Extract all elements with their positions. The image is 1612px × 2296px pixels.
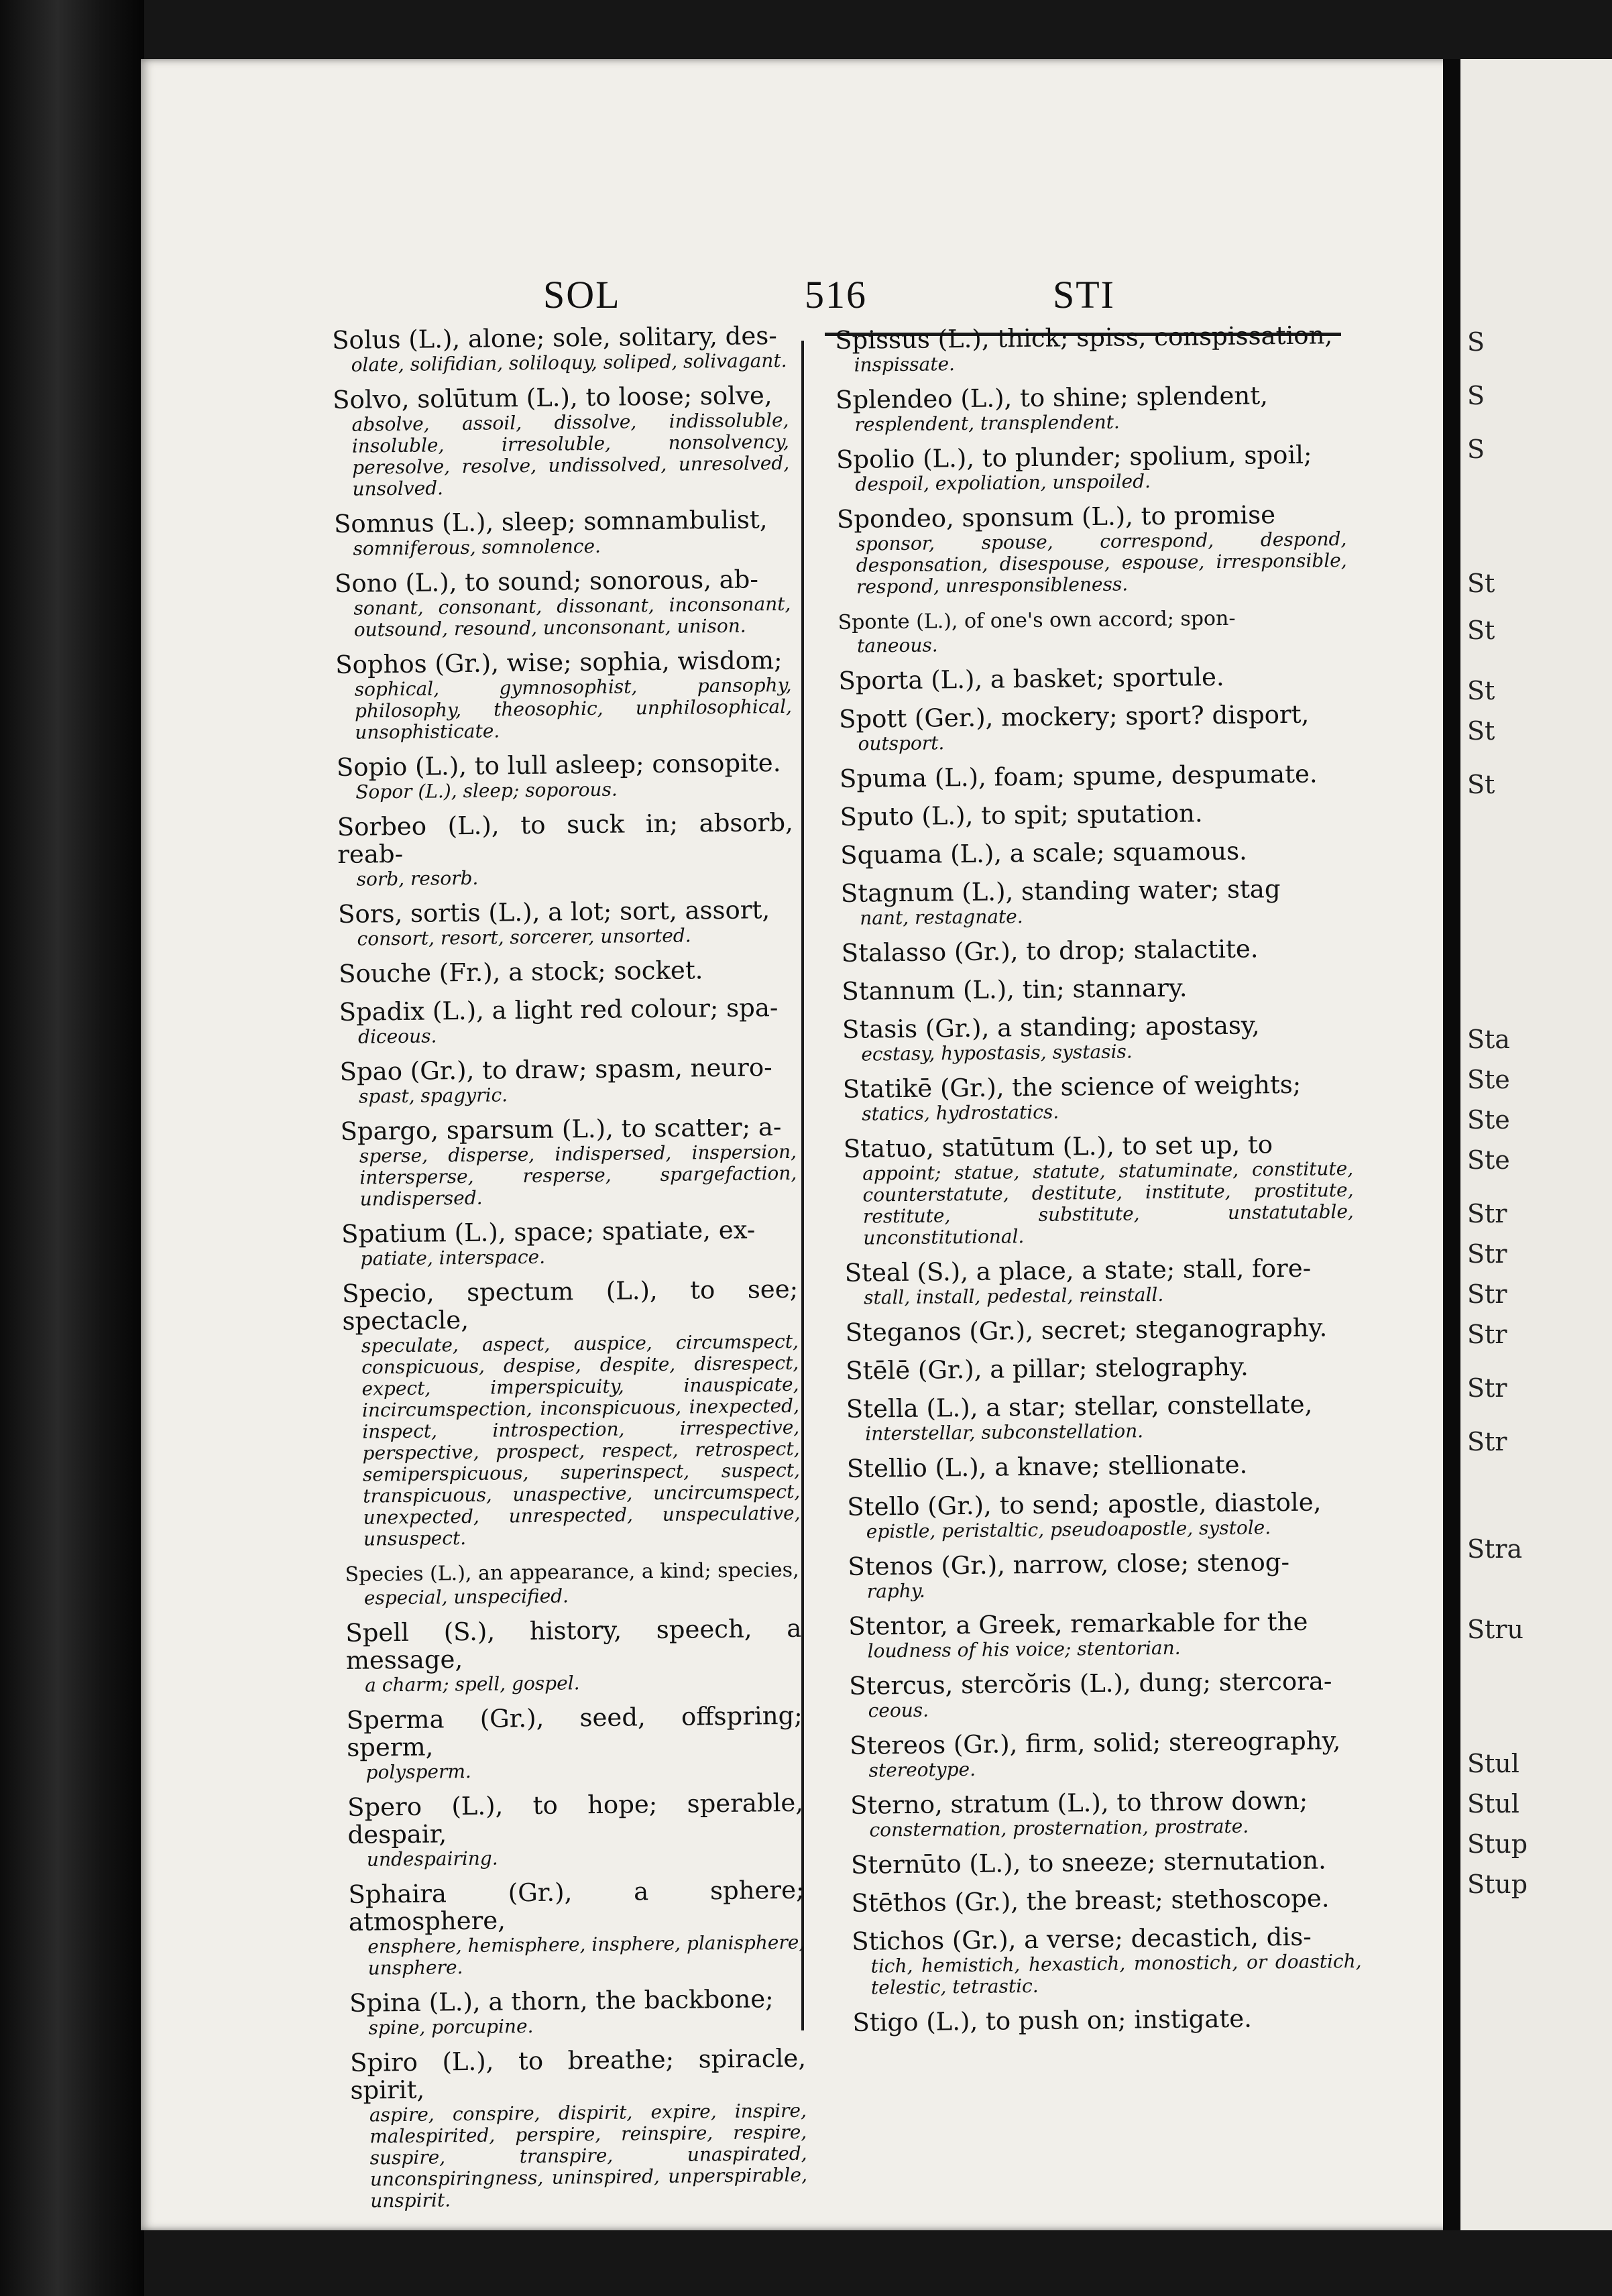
dictionary-entry bbox=[350, 2045, 807, 2212]
dictionary-entry bbox=[335, 566, 791, 641]
entry-headword: Steganos (Gr.), secret; steganography. bbox=[845, 1313, 1328, 1347]
entry-derivatives: raphy. bbox=[866, 1579, 925, 1603]
entry-derivatives: Sopor (L.), sleep; soporous. bbox=[355, 778, 618, 803]
entry-headword: Stigo (L.), to push on; instigate. bbox=[852, 2004, 1253, 2037]
next-page-headword-fragment: Str bbox=[1467, 1199, 1507, 1228]
entry-headword: Sopio (L.), to lull asleep; consopite. bbox=[336, 748, 781, 782]
entry-derivatives: despoil, expoliation, unspoiled. bbox=[855, 470, 1151, 496]
entry-headword: Squama (L.), a scale; squamous. bbox=[840, 836, 1248, 870]
next-page-headword-fragment: Stul bbox=[1467, 1749, 1519, 1778]
entry-derivatives: a charm; spell, gospel. bbox=[365, 1672, 580, 1697]
entry-derivatives: aspire, conspire, dispirit, expire, inspire, malespirited, perspire, reinspire, respire, suspire, transpire, unaspirated, unconspiringness, uninspired, unperspirable, unspirit. bbox=[369, 2099, 808, 2212]
entry-derivatives: interstellar, subconstellation. bbox=[865, 1420, 1144, 1445]
next-page-headword-fragment: S bbox=[1467, 435, 1485, 464]
entry-derivatives: tich, hemistich, hexastich, monostich, or doastich, telestic, tetrastic. bbox=[870, 1949, 1362, 1999]
next-page-headword-fragment: St bbox=[1467, 676, 1495, 705]
dictionary-entry bbox=[339, 994, 795, 1048]
dictionary-entry bbox=[837, 501, 1347, 598]
entry-headword: Spero (L.), to hope; sperable, despair, bbox=[347, 1788, 804, 1849]
dictionary-entry bbox=[339, 1054, 796, 1108]
dictionary-entry bbox=[836, 382, 1346, 436]
header-left-guide: SOL bbox=[543, 273, 621, 317]
next-page-headword-fragment: Str bbox=[1467, 1320, 1507, 1349]
entry-derivatives: sponsor, spouse, correspond, despond, desponsation, disespouse, espouse, irresponsible, respond, unresponsibleness. bbox=[856, 528, 1347, 598]
next-page-headword-fragment: St bbox=[1467, 770, 1495, 799]
dictionary-entry bbox=[849, 1668, 1359, 1722]
entry-derivatives: ceous. bbox=[868, 1699, 929, 1722]
entry-headword: Stannum (L.), tin; stannary. bbox=[842, 973, 1188, 1006]
next-page-headword-fragment: Str bbox=[1467, 1239, 1507, 1269]
dictionary-entry bbox=[851, 1885, 1361, 1918]
entry-derivatives: appoint; statue, statute, statuminate, constitute, counterstatute, destitute, institute, prostitute, restitute, substitute, unstatutable, unconstitutional. bbox=[862, 1157, 1355, 1249]
dictionary-entry bbox=[342, 1276, 801, 1550]
dictionary-entry bbox=[848, 1548, 1358, 1603]
entry-headword: Statikē (Gr.), the science of weights; bbox=[842, 1070, 1302, 1104]
entry-derivatives: nant, restagnate. bbox=[860, 905, 1023, 929]
dictionary-entry bbox=[840, 837, 1350, 870]
dictionary-entry bbox=[845, 1255, 1355, 1309]
entry-headword: Solvo, solūtum (L.), to loose; solve, bbox=[332, 381, 772, 414]
dictionary-entry bbox=[852, 2004, 1362, 2037]
entry-headword: Spissus (L.), thick; spiss, conspissation, bbox=[834, 321, 1333, 355]
entry-headword: Sterno, stratum (L.), to throw down; bbox=[850, 1786, 1308, 1820]
entry-derivatives: ensphere, hemisphere, insphere, planisphere, unsphere. bbox=[367, 1931, 805, 1979]
entry-headword: Sporta (L.), a basket; sportule. bbox=[838, 662, 1224, 695]
dictionary-entry bbox=[338, 897, 795, 950]
dictionary-entry bbox=[840, 760, 1349, 793]
entry-headword: Spatium (L.), space; spatiate, ex- bbox=[341, 1215, 756, 1249]
dictionary-entry bbox=[337, 809, 794, 891]
entry-derivatives: consort, resort, sorcerer, unsorted. bbox=[357, 924, 691, 950]
next-page-headword-fragment: Sta bbox=[1467, 1025, 1510, 1054]
entry-derivatives: sonant, consonant, dissonant, inconsonant, outsound, resound, unconsonant, unison. bbox=[353, 592, 791, 641]
entry-headword: Sono (L.), to sound; sonorous, ab- bbox=[334, 565, 759, 598]
dictionary-entry bbox=[852, 1923, 1362, 1999]
dictionary-entry bbox=[847, 1489, 1357, 1543]
entry-derivatives: taneous. bbox=[856, 634, 938, 657]
dictionary-entry bbox=[348, 1877, 805, 1979]
dictionary-entry bbox=[836, 441, 1346, 496]
entry-headword: Stēlē (Gr.), a pillar; stelography. bbox=[846, 1352, 1249, 1385]
entry-headword: Sternūto (L.), to sneeze; sternutation. bbox=[850, 1845, 1327, 1880]
entry-headword: Stichos (Gr.), a verse; decastich, dis- bbox=[851, 1922, 1312, 1956]
next-page-headword-fragment: Ste bbox=[1467, 1145, 1510, 1175]
entry-derivatives: statics, hydrostatics. bbox=[862, 1100, 1059, 1125]
next-page-headword-fragment: Str bbox=[1467, 1373, 1507, 1403]
next-page-headword-fragment: Stra bbox=[1467, 1534, 1523, 1564]
entry-derivatives: spast, spagyric. bbox=[358, 1084, 508, 1108]
dictionary-entry bbox=[847, 1450, 1357, 1483]
dictionary-entry bbox=[846, 1353, 1355, 1385]
entry-headword: Spolio (L.), to plunder; spolium, spoil; bbox=[836, 440, 1312, 474]
dictionary-entry bbox=[840, 799, 1349, 831]
left-gutter bbox=[0, 0, 144, 2296]
dictionary-entry bbox=[851, 1847, 1361, 1880]
entry-headword: Sorbeo (L.), to suck in; absorb, reab- bbox=[337, 807, 793, 869]
next-page-headword-fragment: S bbox=[1467, 381, 1485, 410]
entry-headword: Stentor, a Greek, remarkable for the bbox=[848, 1607, 1308, 1641]
entry-headword: Statuo, statūtum (L.), to set up, to bbox=[843, 1130, 1273, 1163]
running-header bbox=[141, 272, 1455, 326]
dictionary-entry bbox=[848, 1608, 1359, 1662]
next-page-headword-fragment: Stup bbox=[1467, 1870, 1528, 1899]
entry-headword: Stellio (L.), a knave; stellionate. bbox=[846, 1450, 1248, 1483]
entry-derivatives: patiate, interspace. bbox=[360, 1245, 546, 1270]
dictionary-entry bbox=[838, 604, 1348, 657]
entry-headword: Sputo (L.), to spit; sputation. bbox=[840, 799, 1203, 831]
entry-derivatives: somniferous, somnolence. bbox=[353, 534, 601, 560]
entry-derivatives: ecstasy, hypostasis, systasis. bbox=[861, 1040, 1133, 1066]
entry-headword: Spadix (L.), a light red colour; spa- bbox=[339, 993, 779, 1027]
entry-headword: Sophos (Gr.), wise; sophia, wisdom; bbox=[335, 645, 783, 679]
dictionary-entry bbox=[843, 1071, 1353, 1125]
dictionary-entry bbox=[345, 1615, 802, 1697]
entry-headword: Spondeo, sponsum (L.), to promise bbox=[836, 500, 1276, 534]
left-column bbox=[332, 323, 808, 2223]
entry-headword: Sphaira (Gr.), a sphere; atmosphere, bbox=[348, 1875, 805, 1937]
dictionary-entry bbox=[850, 1727, 1360, 1782]
next-page-headword-fragment: St bbox=[1467, 569, 1495, 598]
dictionary-entry bbox=[340, 1114, 797, 1210]
entry-derivatives: sperse, disperse, indispersed, inspersion, intersperse, resperse, spargefaction, undispersed. bbox=[359, 1140, 797, 1210]
dictionary-entry bbox=[850, 1787, 1361, 1841]
entry-headword: Stasis (Gr.), a standing; apostasy, bbox=[842, 1011, 1260, 1044]
dictionary-entry bbox=[842, 1011, 1352, 1066]
right-column bbox=[835, 322, 1363, 2048]
entry-derivatives: diceous. bbox=[357, 1025, 437, 1048]
dictionary-entry bbox=[341, 1216, 798, 1270]
next-page-headword-fragment: St bbox=[1467, 716, 1495, 746]
entry-derivatives: outsport. bbox=[858, 732, 945, 755]
entry-headword: Specio, spectum (L.), to see; spectacle, bbox=[341, 1274, 799, 1336]
entry-derivatives: epistle, peristaltic, pseudoapostle, systole. bbox=[866, 1516, 1271, 1543]
page-number: 516 bbox=[805, 273, 867, 317]
entry-headword: Stēthos (Gr.), the breast; stethoscope. bbox=[851, 1884, 1330, 1918]
entry-derivatives: loudness of his voice; stentorian. bbox=[867, 1636, 1181, 1662]
next-page-headword-fragment: St bbox=[1467, 616, 1495, 645]
entry-derivatives: speculate, aspect, auspice, circumspect, conspicuous, despise, despite, disrespect, expect, imperspicuity, inauspicate, incircumspection, inconspicuous, inexpected, inspect, introspection, irrespective, perspective, prospect, respect, retrospect, semiperspicuous, superinspect, suspect, transpicuous, unaspective, uncircumspect, unexpected, unrespected, unspeculative, unsuspect. bbox=[361, 1330, 801, 1550]
entry-derivatives: consternation, prosternation, prostrate. bbox=[869, 1815, 1249, 1841]
header-right-guide: STI bbox=[1053, 273, 1115, 317]
entry-derivatives: sorb, resorb. bbox=[356, 866, 479, 891]
next-page-headword-fragment: Str bbox=[1467, 1427, 1507, 1456]
entry-headword: Stagnum (L.), standing water; stag bbox=[840, 874, 1281, 908]
entry-derivatives: resplendent, transplendent. bbox=[854, 410, 1120, 436]
dictionary-entry bbox=[844, 1131, 1355, 1249]
dictionary-entry bbox=[842, 973, 1351, 1006]
entry-headword: Spuma (L.), foam; spume, despumate. bbox=[839, 759, 1318, 793]
dictionary-entry bbox=[845, 1314, 1355, 1347]
next-page-headword-fragment: Str bbox=[1467, 1279, 1507, 1309]
dictionary-entry bbox=[335, 647, 792, 744]
entry-derivatives: sophical, gymnosophist, pansophy, philosophy, theosophic, unphilosophical, unsophisticate. bbox=[354, 673, 793, 744]
adjacent-page-fragment bbox=[1443, 59, 1612, 2230]
entry-headword: Spargo, sparsum (L.), to scatter; a- bbox=[340, 1112, 782, 1146]
entry-derivatives: stall, install, pedestal, reinstall. bbox=[863, 1283, 1164, 1309]
entry-headword: Souche (Fr.), a stock; socket. bbox=[338, 956, 703, 988]
next-page-headword-fragment: Ste bbox=[1467, 1065, 1510, 1094]
entry-headword: Splendeo (L.), to shine; splendent, bbox=[835, 381, 1269, 414]
entry-headword: Solus (L.), alone; sole, solitary, des- bbox=[331, 321, 777, 355]
entry-headword: Spina (L.), a thorn, the backbone; bbox=[349, 1984, 774, 2018]
entry-headword: Sors, sortis (L.), a lot; sort, assort, bbox=[337, 895, 770, 929]
entry-derivatives: stereotype. bbox=[868, 1758, 976, 1782]
entry-derivatives: especial, unspecified. bbox=[363, 1585, 569, 1609]
entry-headword: Sponte (L.), of one's own accord; spon- bbox=[838, 606, 1236, 634]
dictionary-entry bbox=[333, 382, 790, 500]
dictionary-entry bbox=[838, 663, 1348, 695]
entry-derivatives: polysperm. bbox=[365, 1760, 472, 1784]
dictionary-entry bbox=[345, 1556, 801, 1609]
entry-headword: Stella (L.), a star; stellar, constellate, bbox=[846, 1389, 1313, 1424]
next-page-headword-fragment: Stul bbox=[1467, 1789, 1519, 1819]
entry-derivatives: undespairing. bbox=[366, 1847, 498, 1871]
next-page-headword-fragment: S bbox=[1467, 327, 1485, 357]
dictionary-entry bbox=[339, 956, 795, 988]
entry-headword: Spell (S.), history, speech, a message, bbox=[345, 1613, 802, 1675]
entry-headword: Species (L.), an appearance, a kind; species, bbox=[345, 1558, 799, 1587]
dictionary-entry bbox=[334, 506, 791, 560]
dictionary-entry bbox=[347, 1790, 804, 1871]
dictionary-entry bbox=[842, 935, 1351, 968]
entry-derivatives: inspissate. bbox=[854, 353, 956, 376]
entry-headword: Stalasso (Gr.), to drop; stalactite. bbox=[841, 934, 1259, 968]
entry-headword: Spao (Gr.), to draw; spasm, neuro- bbox=[339, 1053, 772, 1086]
entry-headword: Somnus (L.), sleep; somnambulist, bbox=[333, 505, 768, 538]
next-page-headword-fragment: Ste bbox=[1467, 1105, 1510, 1135]
dictionary-entry bbox=[337, 750, 793, 803]
entry-headword: Stenos (Gr.), narrow, close; stenog- bbox=[848, 1548, 1290, 1581]
entry-headword: Spiro (L.), to breathe; spiracle, spirit, bbox=[349, 2043, 807, 2105]
dictionary-entry bbox=[841, 875, 1351, 929]
dictionary-entry bbox=[835, 322, 1345, 376]
entry-derivatives: spine, porcupine. bbox=[368, 2014, 534, 2039]
entry-headword: Stereos (Gr.), firm, solid; stereography, bbox=[849, 1726, 1341, 1760]
entry-derivatives: olate, solifidian, soliloquy, soliped, solivagant. bbox=[351, 349, 787, 376]
entry-headword: Sperma (Gr.), seed, offspring; sperm, bbox=[346, 1701, 803, 1762]
entry-derivatives: absolve, assoil, dissolve, indissoluble, insoluble, irresoluble, nonsolvency, peresolve, resolve, undissolved, unresolved, unsolved. bbox=[351, 408, 790, 500]
dictionary-entry bbox=[349, 1986, 806, 2039]
entry-headword: Steal (S.), a place, a state; stall, fore- bbox=[844, 1253, 1312, 1287]
dictionary-entry bbox=[347, 1703, 803, 1784]
next-page-headword-fragment: Stup bbox=[1467, 1829, 1528, 1859]
entry-headword: Stello (Gr.), to send; apostle, diastole, bbox=[847, 1487, 1322, 1522]
dictionary-entry bbox=[839, 701, 1349, 755]
dictionary-page bbox=[141, 59, 1455, 2230]
entry-headword: Stercus, stercŏris (L.), dung; stercora- bbox=[848, 1666, 1332, 1701]
dictionary-entry bbox=[846, 1391, 1357, 1445]
next-page-headword-fragment: Stru bbox=[1467, 1615, 1523, 1644]
entry-headword: Spott (Ger.), mockery; sport? disport, bbox=[838, 699, 1310, 734]
dictionary-entry bbox=[332, 323, 789, 376]
